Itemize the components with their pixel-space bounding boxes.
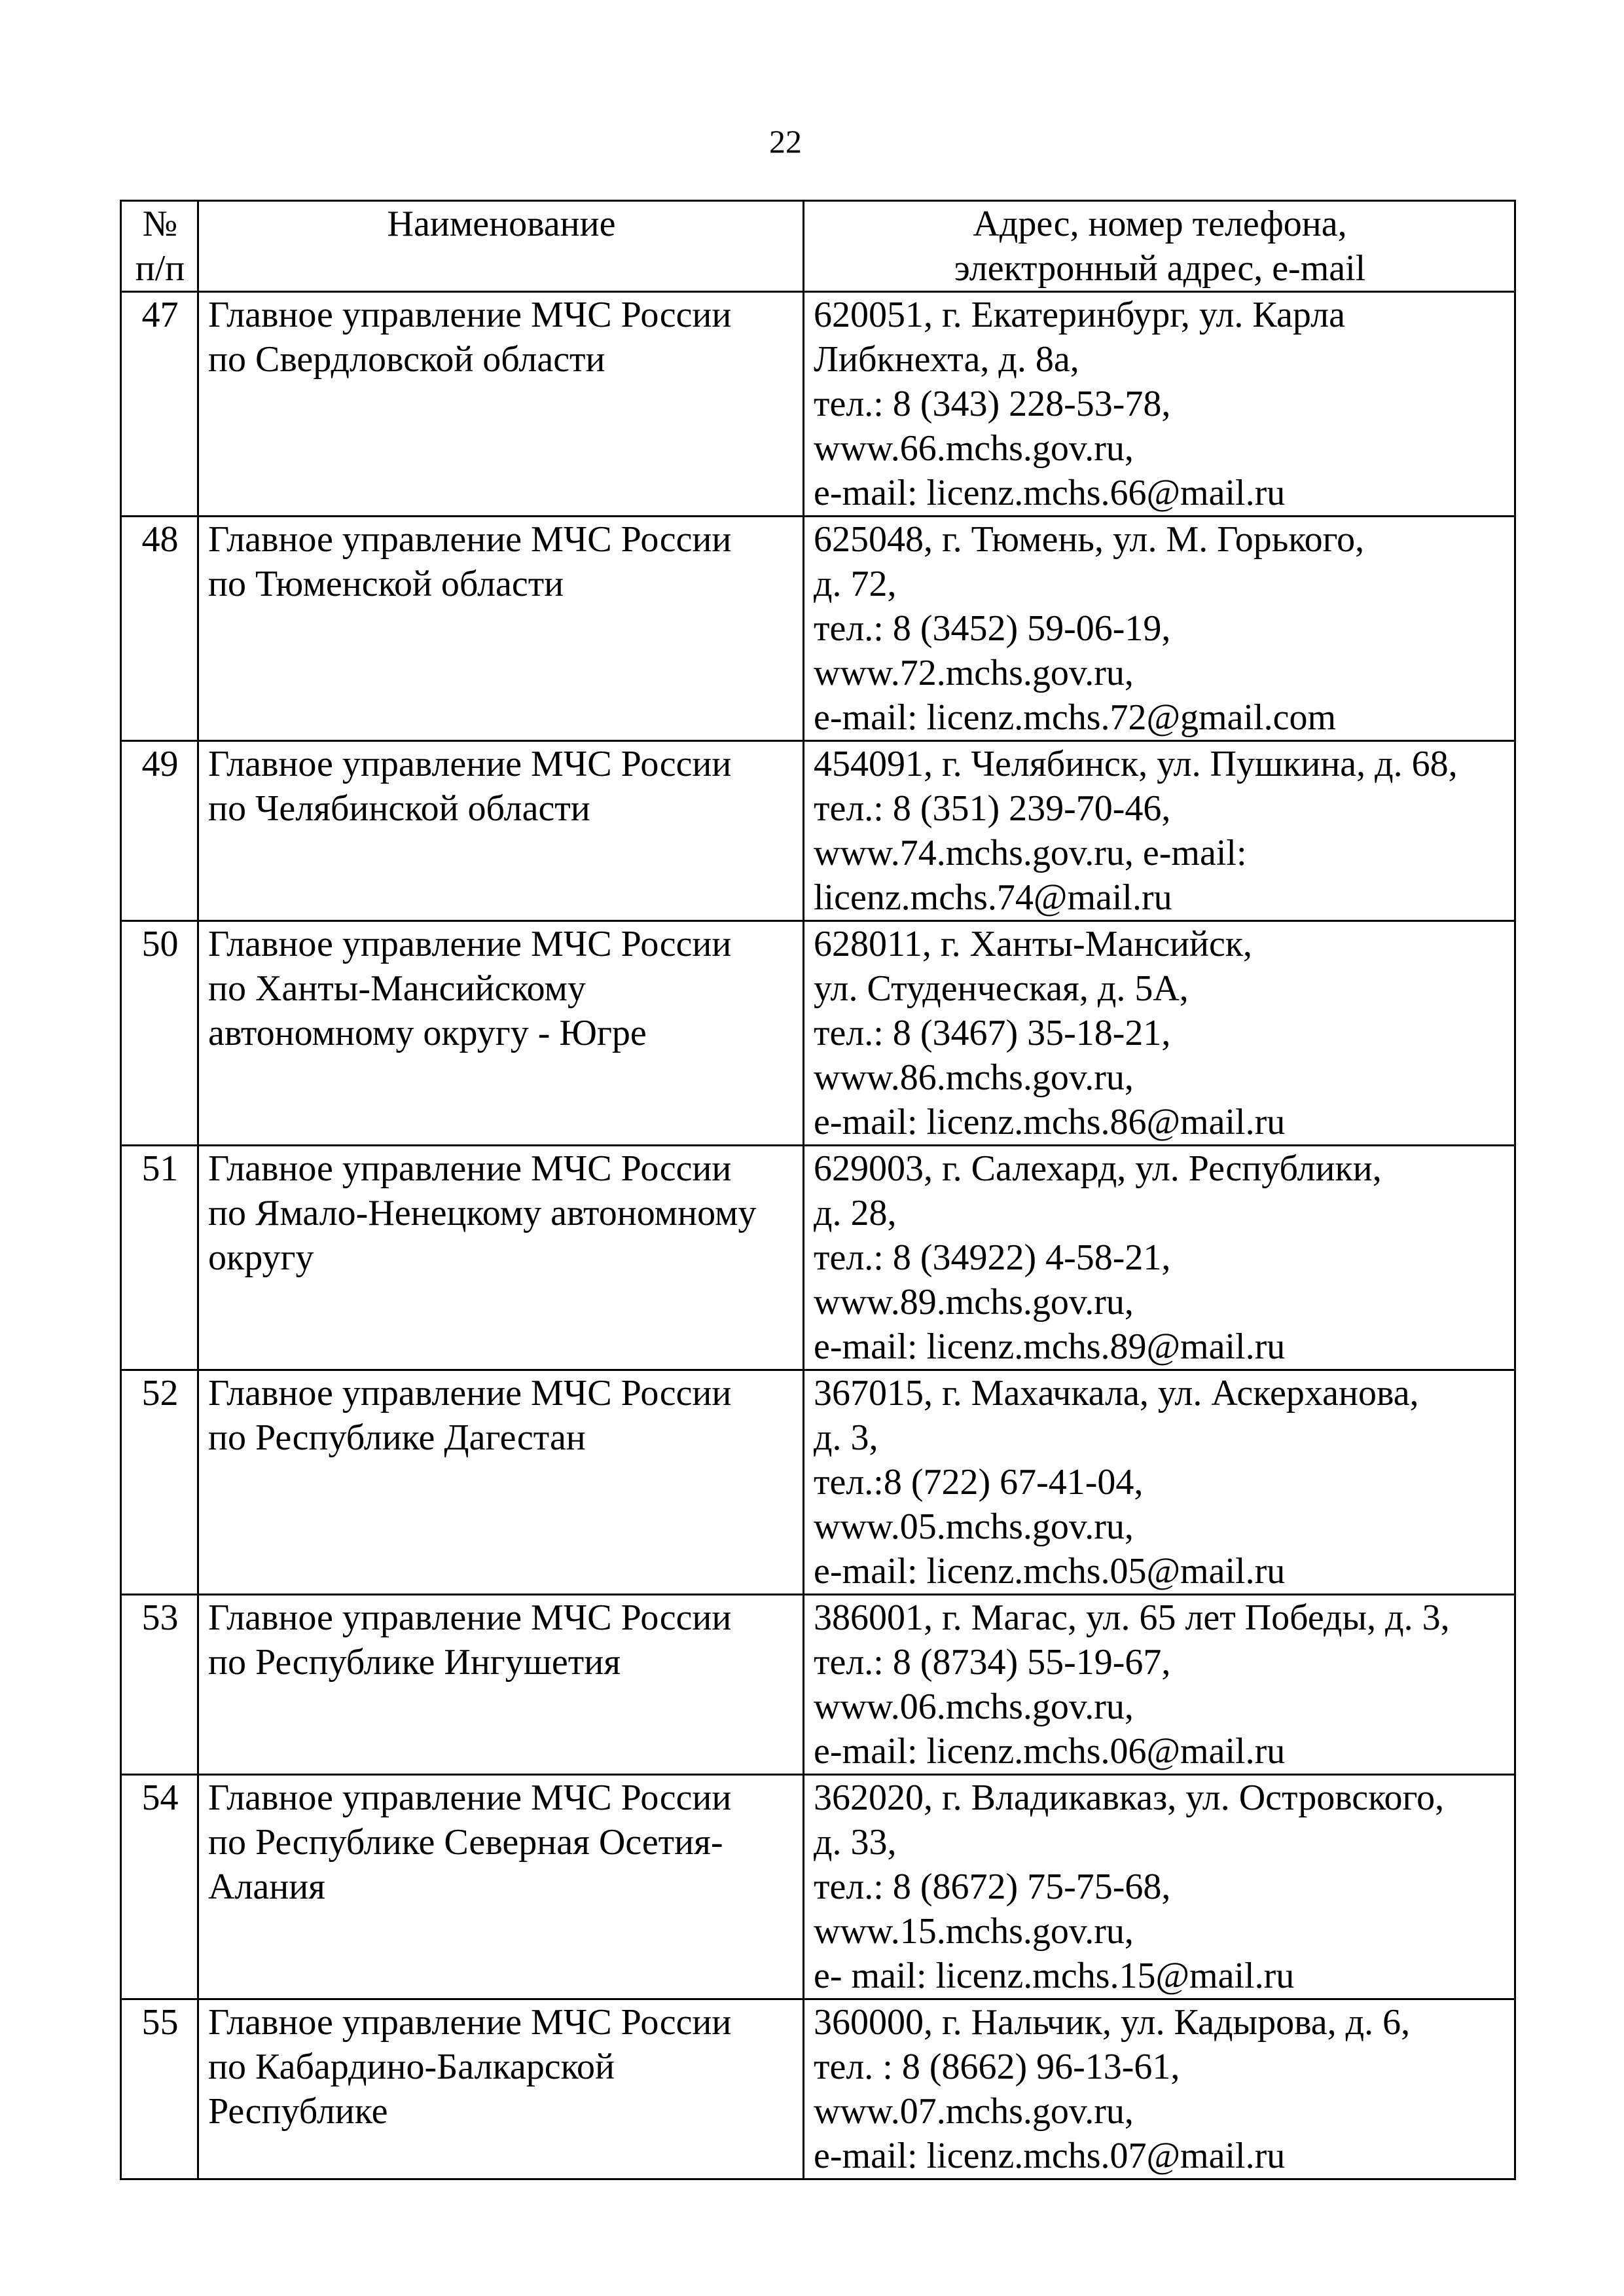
row-name-line: Главное управление МЧС России [208,2002,732,2043]
row-contact-line: тел.: 8 (34922) 4-58-21, [814,1237,1171,1278]
row-name-line: Алания [208,1867,325,1907]
row-contact [804,1775,1515,1999]
row-name [198,921,804,1146]
row-contact-line: www.15.mchs.gov.ru, [814,1911,1134,1952]
table-body [121,292,1515,2179]
row-name-line: по Ямало-Ненецкому автономному [208,1193,757,1233]
row-contact-line: 454091, г. Челябинск, ул. Пушкина, д. 68, [814,744,1458,784]
row-contact-line: www.72.mchs.gov.ru, [814,653,1134,693]
table-row [121,292,1515,517]
table-row [121,1999,1515,2179]
row-contact-line: тел. : 8 (8662) 96-13-61, [814,2047,1180,2087]
row-name-line: Главное управление МЧС России [208,1148,732,1189]
header-number-line: № [142,204,178,244]
row-contact [804,741,1515,921]
header-number [121,201,198,292]
row-name-line: по Республике Северная Осетия- [208,1822,723,1863]
table-row [121,741,1515,921]
row-number: 50 [121,921,198,1146]
row-name [198,1999,804,2179]
row-contact-line: д. 28, [814,1193,897,1233]
row-name [198,292,804,517]
table-row [121,1146,1515,1370]
row-number: 49 [121,741,198,921]
row-contact-line: www.89.mchs.gov.ru, [814,1282,1134,1322]
row-contact-line: тел.: 8 (3452) 59-06-19, [814,608,1171,649]
registry-table [120,200,1516,2180]
row-number: 51 [121,1146,198,1370]
row-name-line: Главное управление МЧС России [208,1373,732,1413]
row-name [198,1146,804,1370]
row-number: 54 [121,1775,198,1999]
table-header-row [121,201,1515,292]
row-name-line: по Тюменской области [208,564,564,604]
row-contact-line: www.86.mchs.gov.ru, [814,1057,1134,1098]
header-contact-line: Адрес, номер телефона, [973,204,1347,244]
row-name [198,1775,804,1999]
header-number-line: п/п [135,248,185,289]
row-contact-line: www.05.mchs.gov.ru, [814,1506,1134,1547]
row-contact-line: тел.: 8 (3467) 35-18-21, [814,1013,1171,1053]
row-number: 52 [121,1370,198,1595]
table-row [121,921,1515,1146]
row-contact-line: тел.: 8 (8734) 55-19-67, [814,1642,1171,1683]
row-contact-line: тел.: 8 (343) 228-53-78, [814,384,1171,424]
table-row [121,1775,1515,1999]
row-name [198,741,804,921]
row-name-line: Главное управление МЧС России [208,924,732,964]
row-name-line: по Республике Ингушетия [208,1642,621,1683]
header-contact [804,201,1515,292]
row-contact [804,921,1515,1146]
row-number: 55 [121,1999,198,2179]
row-contact-line: 629003, г. Салехард, ул. Республики, [814,1148,1382,1189]
row-name [198,1370,804,1595]
header-contact-line: электронный адрес, e-mail [954,248,1366,289]
row-name [198,517,804,741]
table-row [121,1370,1515,1595]
row-contact-line: e-mail: licenz.mchs.66@mail.ru [814,473,1286,513]
row-contact-line: www.07.mchs.gov.ru, [814,2091,1134,2132]
row-contact-line: e- mail: licenz.mchs.15@mail.ru [814,1956,1295,1996]
row-contact-line: 625048, г. Тюмень, ул. М. Горького, [814,519,1365,560]
row-name-line: по Ханты-Мансийскому [208,968,586,1009]
row-name-line: Главное управление МЧС России [208,295,732,335]
header-name [198,201,804,292]
row-contact-line: тел.: 8 (8672) 75-75-68, [814,1867,1171,1907]
row-number: 48 [121,517,198,741]
row-contact-line: 620051, г. Екатеринбург, ул. Карла [814,295,1345,335]
table-row [121,1595,1515,1775]
table-row [121,517,1515,741]
row-contact-line: licenz.mchs.74@mail.ru [814,877,1172,918]
row-name-line: автономному округу - Югре [208,1013,647,1053]
row-contact [804,1370,1515,1595]
row-name-line: Республике [208,2091,388,2132]
row-contact-line: e-mail: licenz.mchs.07@mail.ru [814,2136,1286,2176]
row-contact [804,1999,1515,2179]
row-name-line: Главное управление МЧС России [208,1777,732,1818]
row-name [198,1595,804,1775]
row-contact-line: e-mail: licenz.mchs.89@mail.ru [814,1326,1286,1367]
row-contact-line: 362020, г. Владикавказ, ул. Островского, [814,1777,1445,1818]
row-contact-line: e-mail: licenz.mchs.05@mail.ru [814,1551,1286,1592]
row-contact-line: 360000, г. Нальчик, ул. Кадырова, д. 6, [814,2002,1411,2043]
row-contact-line: www.66.mchs.gov.ru, [814,428,1134,469]
row-name-line: по Республике Дагестан [208,1417,586,1458]
row-contact-line: тел.: 8 (351) 239-70-46, [814,788,1171,829]
row-number: 53 [121,1595,198,1775]
row-contact-line: 628011, г. Ханты-Мансийск, [814,924,1253,964]
row-number: 47 [121,292,198,517]
row-contact [804,292,1515,517]
row-contact-line: Либкнехта, д. 8а, [814,339,1079,380]
row-name-line: округу [208,1237,314,1278]
row-contact-line: 386001, г. Магас, ул. 65 лет Победы, д. 3, [814,1597,1450,1638]
row-contact-line: www.74.mchs.gov.ru, e-mail: [814,833,1247,873]
row-contact-line: д. 33, [814,1822,897,1863]
page-number: 22 [769,123,802,160]
row-name-line: по Челябинской области [208,788,590,829]
row-contact-line: 367015, г. Махачкала, ул. Аскерханова, [814,1373,1419,1413]
row-name-line: Главное управление МЧС России [208,744,732,784]
row-contact-line: тел.:8 (722) 67-41-04, [814,1462,1144,1503]
row-contact-line: д. 3, [814,1417,878,1458]
row-name-line: по Свердловской области [208,339,605,380]
row-contact-line: e-mail: licenz.mchs.06@mail.ru [814,1731,1286,1772]
row-contact-line: e-mail: licenz.mchs.86@mail.ru [814,1102,1286,1142]
row-contact [804,517,1515,741]
row-name-line: Главное управление МЧС России [208,519,732,560]
row-contact-line: www.06.mchs.gov.ru, [814,1686,1134,1727]
row-name-line: по Кабардино-Балкарской [208,2047,615,2087]
row-contact [804,1146,1515,1370]
row-contact-line: ул. Студенческая, д. 5А, [814,968,1189,1009]
header-name-text: Наименование [387,204,616,244]
row-contact [804,1595,1515,1775]
row-name-line: Главное управление МЧС России [208,1597,732,1638]
row-contact-line: д. 72, [814,564,897,604]
row-contact-line: e-mail: licenz.mchs.72@gmail.com [814,697,1336,738]
